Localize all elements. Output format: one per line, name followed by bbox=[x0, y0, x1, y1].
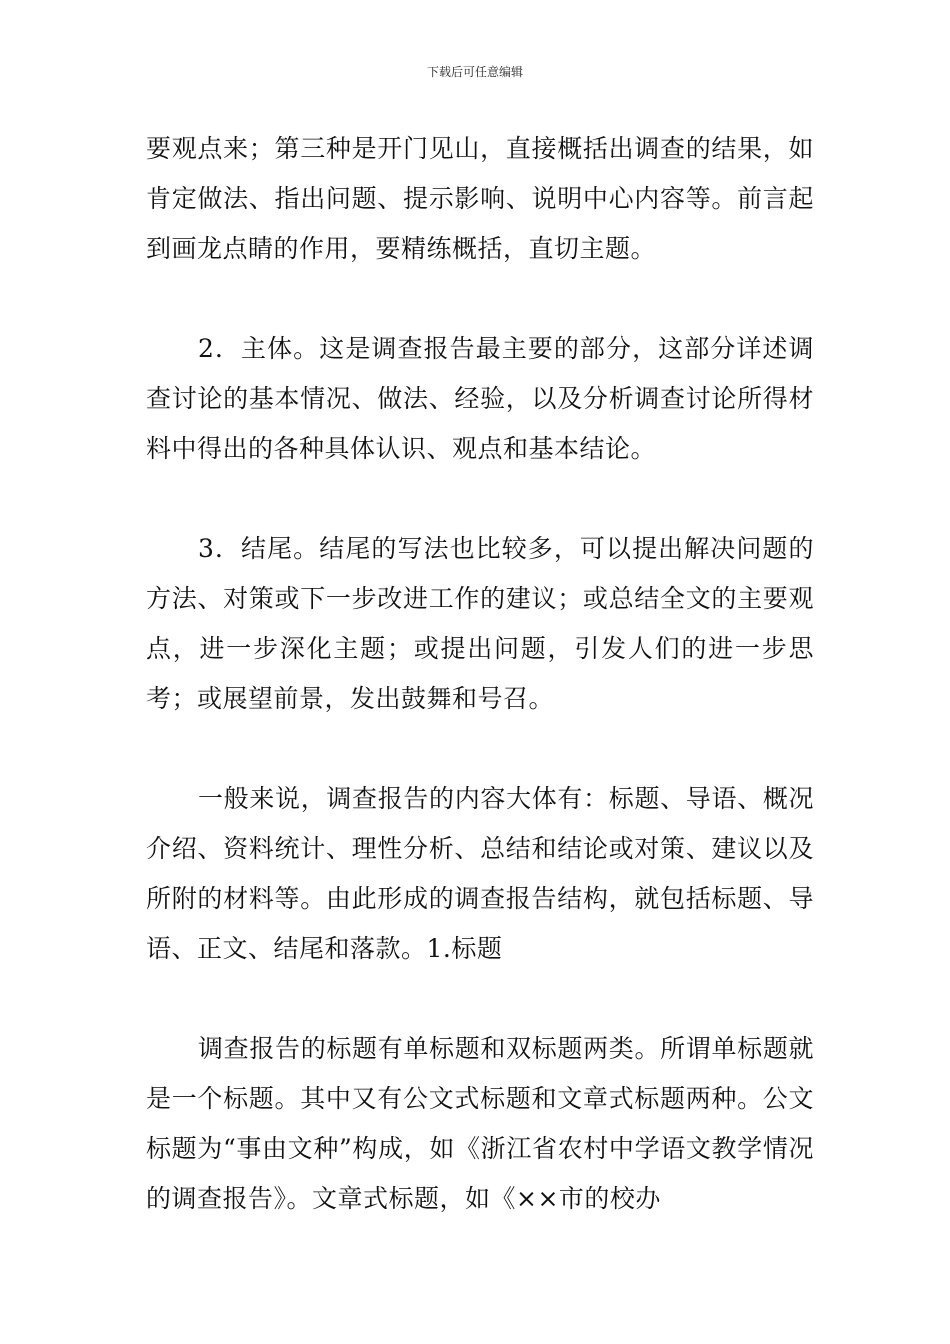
page-header-note: 下载后可任意编辑 bbox=[426, 65, 523, 79]
paragraph-title-types: 调查报告的标题有单标题和双标题两类。所谓单标题就是一个标题。其中又有公文式标题和文章式标题两种。公文标题为“事由文种”构成，如《浙江省农村中学语文教学情况的调查报告》。文章式标题，如《××市的校办 bbox=[146, 1034, 814, 1213]
paragraph-report-contents: 一般来说，调查报告的内容大体有：标题、导语、概况介绍、资料统计、理性分析、总结和结论或对策、建议以及所附的材料等。由此形成的调查报告结构，就包括标题、导语、正文、结尾和落款。1.标题 bbox=[146, 784, 814, 963]
paragraph-main-body: 2．主体。这是调查报告最主要的部分，这部分详述调查讨论的基本情况、做法、经验，以及分析调查讨论所得材料中得出的各种具体认识、观点和基本结论。 bbox=[146, 334, 814, 463]
document-body bbox=[146, 124, 814, 1224]
paragraph-ending: 3．结尾。结尾的写法也比较多，可以提出解决问题的方法、对策或下一步改进工作的建议；或总结全文的主要观点，进一步深化主题；或提出问题，引发人们的进一步思考；或展望前景，发出鼓舞和号召。 bbox=[146, 534, 814, 713]
paragraph-intro-continuation: 要观点来；第三种是开门见山，直接概括出调查的结果，如肯定做法、指出问题、提示影响、说明中心内容等。前言起到画龙点睛的作用，要精练概括，直切主题。 bbox=[146, 134, 814, 263]
